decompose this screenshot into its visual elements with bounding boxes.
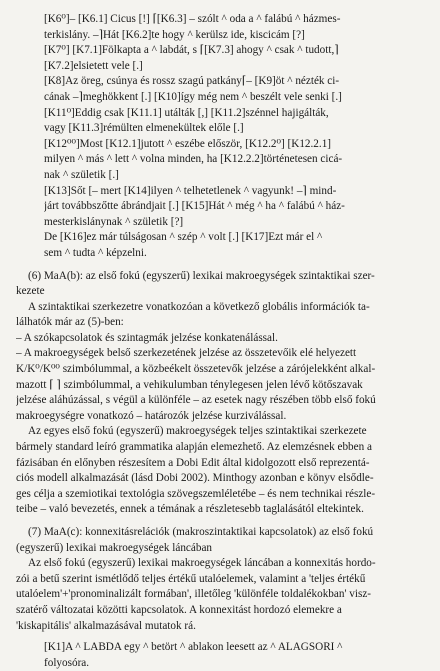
bullet-item: – A makroegységek belső szerkezetének jelzése az összetevőik elé helyezett [16, 347, 357, 360]
paragraph-line: teibe – való bevezetés, ennek a témának a részletesebb taglalásától eltekintek. [16, 503, 364, 516]
example-line: cának –⌉meghökkent [.] [K10]így még nem ^ beszélt vele senki [.] [44, 90, 342, 103]
bullet-item: K/K⁰/K⁰⁰ szimbólummal, a közbeékelt összetevők jelzése a zárójelekként alkal- [16, 363, 376, 376]
example-line: [K8]Az öreg, csúnya és rossz szagú patkány⌈– [K9]öt ^ nézték ci- [44, 75, 340, 88]
bullet-item: jelzése aláhúzással, s végül a különféle – az esetek nagy részében több első fokú [16, 394, 376, 407]
example-line: [K12⁰⁰]Most [K12.1]jutott ^ eszébe először, [K12.2⁰] [K12.2.1] [44, 137, 332, 150]
section-heading-cont: kezete [16, 285, 45, 298]
paragraph-line: utalóelem'+'pronominalizált formában', illetőleg 'különféle toldalékokban' visz- [16, 588, 372, 601]
bullet-item: mazott ⌈ ⌉ szimbólummal, a vehikulumban ténylegesen jelen lévő kötőszavak [16, 378, 363, 391]
example-line: [K7⁰] [K7.1]Fölkapta a ^ labdát, s ⌈[K7.3] ahogy ^ csak ^ tudott,⌉ [44, 44, 339, 57]
example-line: sem ^ tudta ^ képzelni. [44, 246, 147, 259]
section-heading: (7) MaA(c): konnexitásrelációk (makroszintaktikai kapcsolatok) az első fokú [28, 526, 374, 538]
paragraph-line: ges célja a szemiotikai textológia szövegszemléletébe – és nem technikai részle- [16, 487, 376, 500]
example-line: [K13]Sőt [– mert [K14]ilyen ^ telhetetlenek ^ vagyunk! –⌉ mind- [44, 184, 337, 197]
paragraph-line: Az egyes első fokú (egyszerű) makroegységek teljes szintaktikai szerkezete [28, 425, 367, 438]
example-line: milyen ^ más ^ lett ^ volna minden, ha [K12.2.2]történetesen cicá- [44, 153, 343, 166]
paragraph-line: fázisában én előnyben részesítem a Dobi Edit által kidolgozott első reprezentá- [16, 456, 370, 469]
example-line: mesterkislánynak ^ születik [?] [44, 215, 184, 228]
paragraph-line: Az első fokú (egyszerű) lexikai makroegységek láncában a konnexitás hordo- [28, 557, 376, 570]
paragraph-line: lálhatók már az (5)-ben: [16, 316, 124, 329]
paragraph-line: bármely standard leíró grammatika alapján elemezhető. Az elemzésnek ebben a [16, 441, 372, 454]
paragraph-line: 'kiskapitális' alkalmazásával mutatok rá. [16, 619, 196, 632]
section-heading: (6) MaA(b): az első fokú (egyszerű) lexikai makroegységek szintaktikai szer- [28, 269, 375, 282]
paragraph-line: A szintaktikai szerkezetre vonatkozóan a következő globális információk ta- [28, 300, 370, 313]
example-sentence [16, 640, 422, 671]
example-line: vagy [K11.3]rémülten elmenekültek előle [.] [44, 122, 244, 135]
bullet-item: makroegységre vonatkozó – határozók jelzése kurziválással. [16, 409, 287, 422]
section-7 [16, 525, 422, 671]
example-line: folyosóra. [44, 656, 90, 669]
paragraph-line: szatérő változatai közötti kapcsolatok. A konnexitást hordozó elemekre a [16, 603, 342, 616]
section-heading-cont: (egyszerű) lexikai makroegységek láncában [16, 541, 212, 554]
example-line: nak ^ születik [.] [44, 168, 119, 181]
example-line: terkislány. –⌉Hát [K6.2]te hogy ^ kerülsz ide, kiscicám [?] [44, 28, 305, 41]
example-line: járt továbbszőtte ábrándjait [.] [K15]Hát ^ még ^ ha ^ falábú ^ ház- [44, 200, 345, 213]
section-6 [16, 269, 422, 519]
example-text-block [16, 12, 422, 262]
example-line: [K6⁰]– [K6.1] Cicus [!] ⌈[K6.3] – szólt ^ oda a ^ falábú ^ házmes- [44, 13, 341, 25]
example-line: [K7.2]elsietett vele [.] [44, 59, 143, 72]
paragraph-line: zói a betű szerint ismétlődő teljes értékű utalóelemek, valamint a 'teljes értékű [16, 572, 366, 585]
example-line: [K11⁰]Eddig csak [K11.1] utálták [,] [K11.2]szénnel hajigálták, [44, 106, 329, 119]
bullet-item: – A szókapcsolatok és szintagmák jelzése konkatenálással. [16, 331, 278, 344]
example-line: De [K16]ez már túlságosan ^ szép ^ volt [.] [K17]Ezt már el ^ [44, 231, 323, 244]
example-line: [K1]A ^ LABDA egy ^ betört ^ ablakon leesett az ^ ALAGSORI ^ [44, 641, 343, 654]
paragraph-line: ciós modell alkalmazását (lásd Dobi 2002). Minthogy azonban e könyv elsődle- [16, 472, 374, 485]
